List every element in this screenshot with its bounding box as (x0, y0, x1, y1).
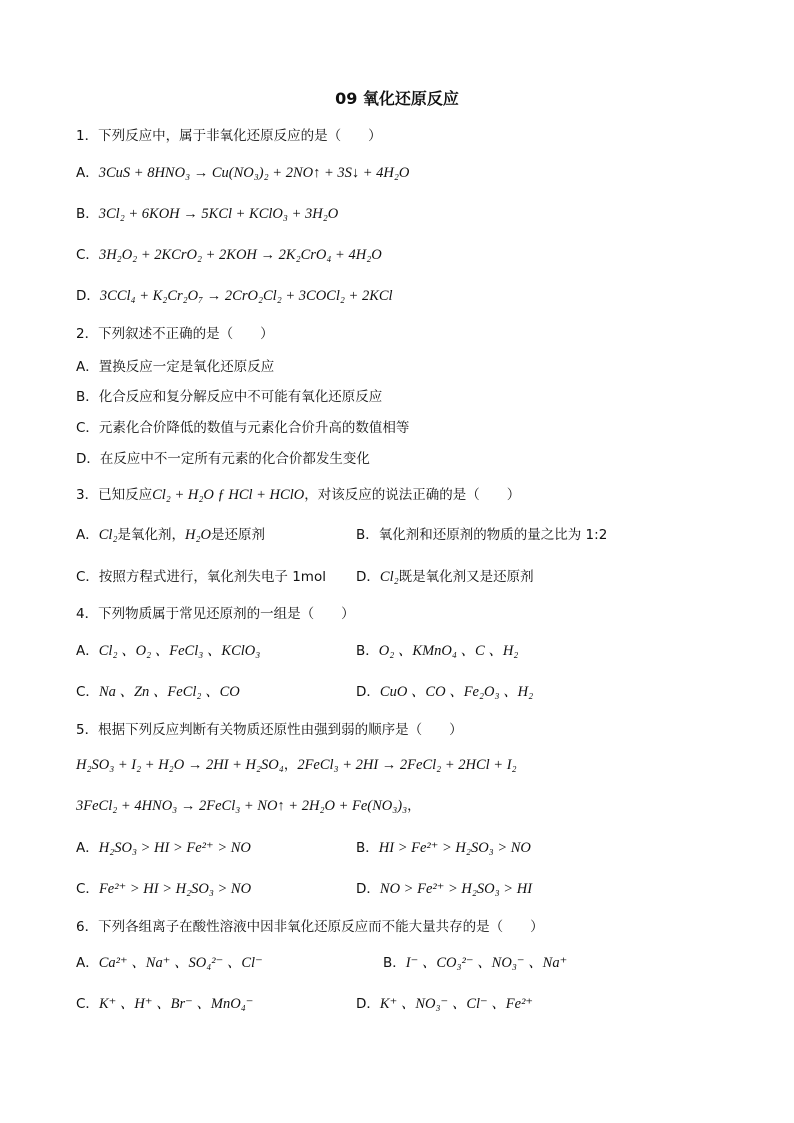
q1-stem: 1．下列反应中，属于非氧化还原反应的是（ ） (76, 128, 382, 144)
q6-option-c-label: C． (76, 996, 99, 1012)
q3-option-d-label: D． (356, 569, 380, 585)
q4-option-a-formulas: Cl₂ 、O₂ 、FeCl₃ 、KClO₃ (98, 643, 261, 659)
q5-option-c (76, 877, 251, 898)
q4-option-d-label: D． (356, 684, 380, 700)
q1-option-b-equation: 3Cl₂ + 6KOH → 5KCl + KClO₃ + 3H₂O (98, 206, 339, 222)
q2-option-c: C．元素化合价降低的数值与元素化合价升高的数值相等 (76, 420, 410, 436)
q4-option-c (76, 680, 240, 701)
q5-equation-1: H₂SO₃ + I₂ + H₂O → 2HI + H₂SO₄ (76, 757, 284, 773)
q3-option-a (76, 523, 265, 544)
q4-option-b-label: B． (356, 643, 379, 659)
q4-option-a-label: A． (76, 643, 99, 659)
q5-separator: ， (283, 757, 298, 773)
q4-stem: 4．下列物质属于常见还原剂的一组是（ ） (76, 606, 355, 622)
q3-stem-equation: Cl₂ + H₂O ƒ HCl + HClO (152, 487, 305, 503)
q1-option-b-label: B． (76, 206, 99, 222)
q5-equations-1 (76, 753, 517, 774)
q1-option-a-label: A． (76, 165, 99, 181)
q5-option-a (76, 836, 251, 857)
page-title: 09 氧化还原反应 (335, 89, 459, 108)
q2-option-d: D．在反应中不一定所有元素的化合价都发生变化 (76, 451, 370, 467)
q5-option-d-order: NO > Fe²⁺ > H₂SO₃ > HI (379, 881, 533, 897)
q3-option-d (356, 565, 534, 586)
q5-option-d-label: D． (356, 881, 380, 897)
q4-option-c-label: C． (76, 684, 99, 700)
q6-option-a (76, 951, 263, 972)
q6-option-b-label: B． (383, 955, 406, 971)
q3-stem-suffix: ，对该反应的说法正确的是（ ） (304, 487, 521, 503)
q5-option-d (356, 877, 532, 898)
q6-stem: 6．下列各组离子在酸性溶液中因非氧化还原反应而不能大量共存的是（ ） (76, 919, 544, 935)
q6-option-d-label: D． (356, 996, 380, 1012)
q5-option-c-label: C． (76, 881, 99, 897)
q5-equation-3-end: ， (407, 798, 421, 814)
q3-option-b: B．氧化剂和还原剂的物质的量之比为 1:2 (356, 527, 608, 543)
q4-option-b (356, 639, 518, 660)
q3-option-a-text-1: 是氧化剂， (117, 527, 185, 543)
q6-option-d (356, 992, 533, 1013)
q1-option-c (76, 243, 382, 264)
q5-equation-3: 3FeCl₂ + 4HNO₃ → 2FeCl₃ + NO↑ + 2H₂O + Fe(NO₃)₃ (76, 798, 408, 814)
q6-option-b-ions: I⁻ 、CO₃²⁻ 、NO₃⁻ 、Na⁺ (405, 955, 568, 971)
q1-option-c-equation: 3H₂O₂ + 2KCrO₂ + 2KOH → 2K₂CrO₄ + 4H₂O (98, 247, 382, 263)
q5-option-b (356, 836, 531, 857)
q6-option-b (383, 951, 567, 972)
q4-option-d-formulas: CuO 、CO 、Fe₂O₃ 、H₂ (379, 684, 534, 700)
q4-option-a (76, 639, 260, 660)
q2-option-a: A．置换反应一定是氧化还原反应 (76, 359, 275, 375)
q3-option-a-formula-2: H₂O (185, 527, 211, 543)
q2-stem: 2．下列叙述不正确的是（ ） (76, 326, 274, 342)
q5-option-b-label: B． (356, 840, 379, 856)
q4-option-d (356, 680, 533, 701)
q3-option-a-formula-1: Cl₂ (98, 527, 118, 543)
q1-option-d (76, 284, 393, 305)
q5-option-a-order: H₂SO₃ > HI > Fe²⁺ > NO (98, 840, 251, 856)
q6-option-c-ions: K⁺ 、H⁺ 、Br⁻ 、MnO₄⁻ (98, 996, 254, 1012)
q3-option-c: C．按照方程式进行，氧化剂失电子 1mol (76, 569, 326, 585)
q6-option-a-label: A． (76, 955, 99, 971)
q5-option-c-order: Fe²⁺ > HI > H₂SO₃ > NO (98, 881, 252, 897)
q6-option-a-ions: Ca²⁺ 、Na⁺ 、SO₄²⁻ 、Cl⁻ (98, 955, 263, 971)
q5-option-b-order: HI > Fe²⁺ > H₂SO₃ > NO (378, 840, 531, 856)
q6-option-d-ions: K⁺ 、NO₃⁻ 、Cl⁻ 、Fe²⁺ (379, 996, 534, 1012)
q3-option-a-label: A． (76, 527, 99, 543)
q5-stem: 5．根据下列反应判断有关物质还原性由强到弱的顺序是（ ） (76, 722, 463, 738)
q3-option-d-formula: Cl₂ (379, 569, 399, 585)
q3-stem-prefix: 3．已知反应 (76, 487, 153, 503)
q6-option-c (76, 992, 253, 1013)
q4-option-c-formulas: Na 、Zn 、FeCl₂ 、CO (98, 684, 240, 700)
q1-option-d-label: D． (76, 288, 100, 304)
q1-option-a-equation: 3CuS + 8HNO₃ → Cu(NO₃)₂ + 2NO↑ + 3S↓ + 4H₂O (98, 165, 410, 181)
q3-option-d-text: 既是氧化剂又是还原剂 (398, 569, 534, 585)
q1-option-c-label: C． (76, 247, 99, 263)
q2-option-b: B．化合反应和复分解反应中不可能有氧化还原反应 (76, 389, 383, 405)
q3-option-a-text-2: 是还原剂 (210, 527, 265, 543)
q1-option-d-equation: 3CCl₄ + K₂Cr₂O₇ → 2CrO₂Cl₂ + 3COCl₂ + 2KCl (99, 288, 393, 304)
q1-option-a (76, 161, 409, 182)
q3-stem (76, 483, 520, 504)
q4-option-b-formulas: O₂ 、KMnO₄ 、C 、H₂ (378, 643, 519, 659)
q1-option-b (76, 202, 338, 223)
q5-option-a-label: A． (76, 840, 99, 856)
q5-equation-2: 2FeCl₃ + 2HI → 2FeCl₂ + 2HCl + I₂ (297, 757, 517, 773)
q5-equations-2 (76, 794, 421, 815)
